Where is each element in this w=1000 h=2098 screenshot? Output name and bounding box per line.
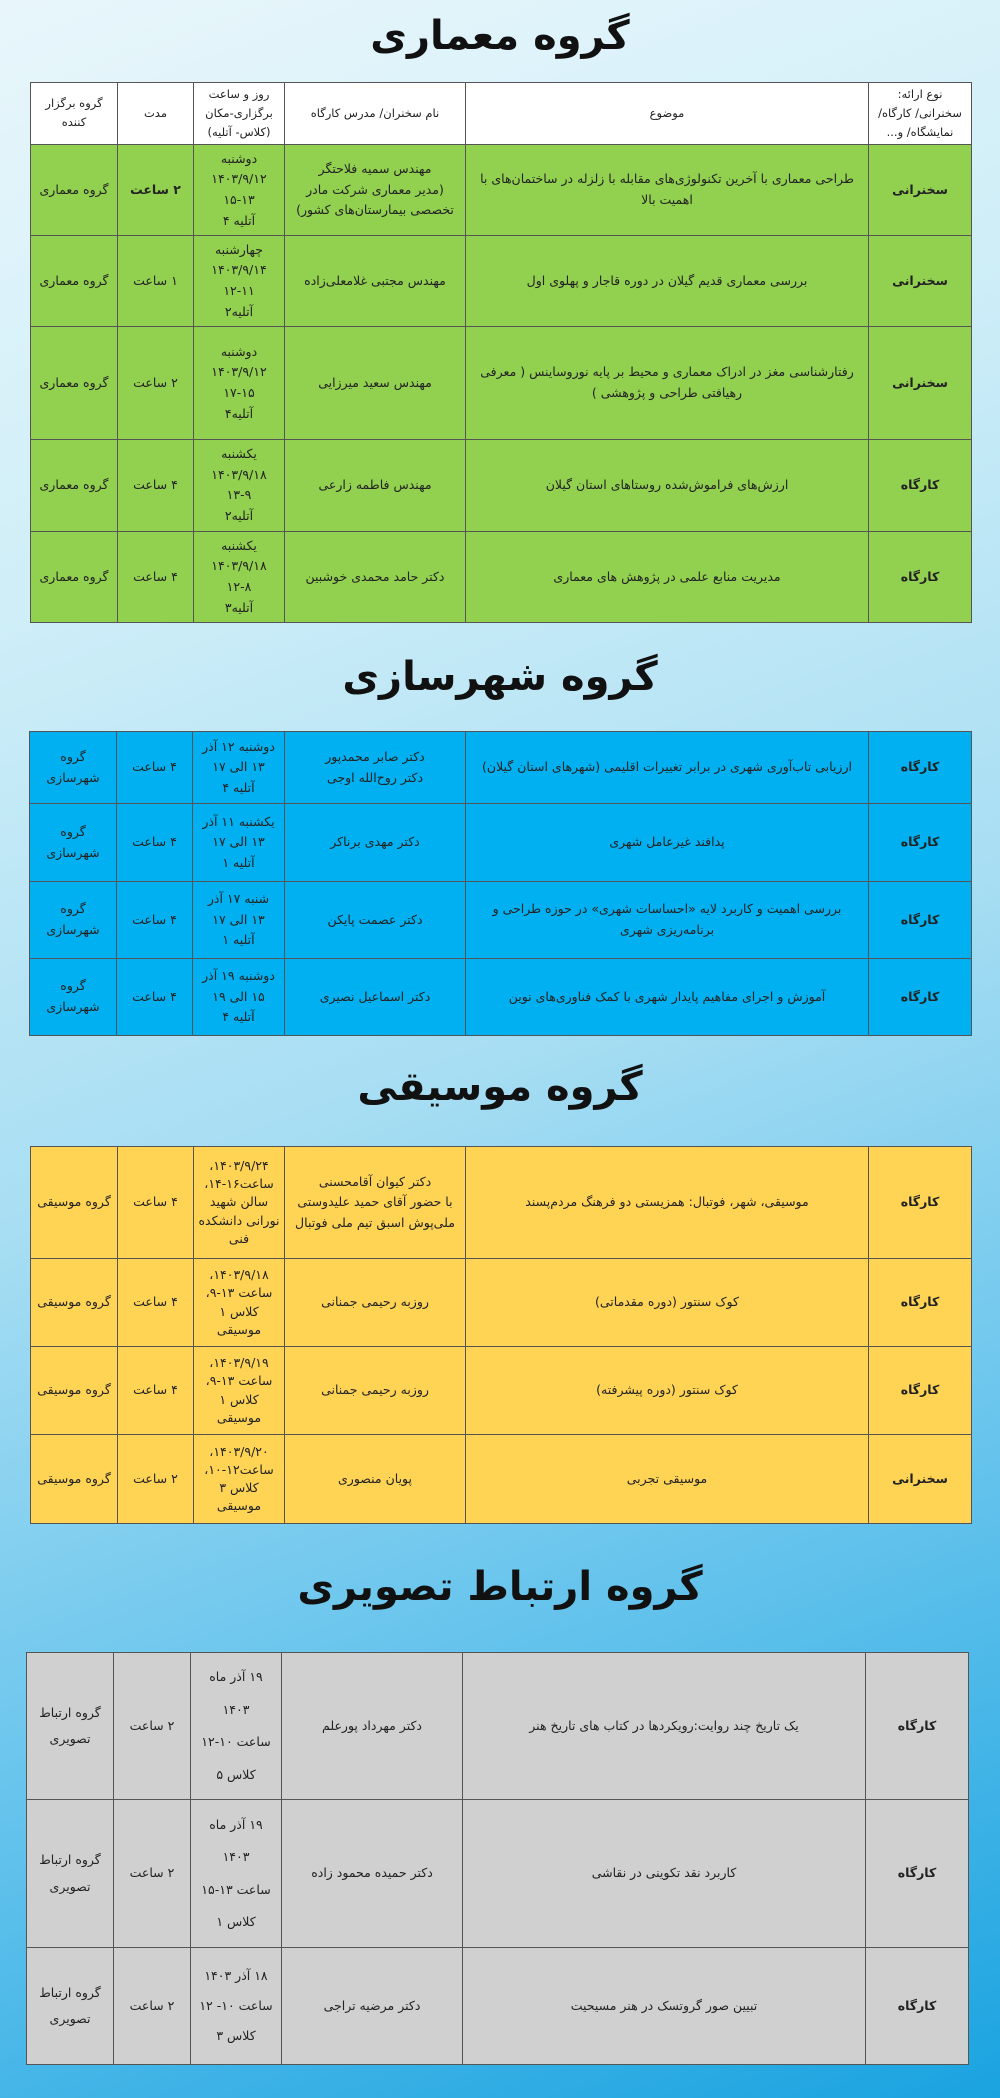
cell-duration: ۲ ساعت bbox=[114, 1948, 191, 2065]
cell-type: کارگاه bbox=[866, 1948, 969, 2065]
cell-speaker: دکتر مهدی برناکر bbox=[285, 804, 466, 882]
cell-speaker: پویان منصوری bbox=[285, 1435, 466, 1524]
header-datetime: روز و ساعت برگزاری-مکان (کلاس- آتلیه) bbox=[194, 83, 285, 145]
table-row bbox=[31, 144, 972, 235]
cell-speaker: دکتر حمیده محمود زاده bbox=[282, 1800, 463, 1948]
table-row bbox=[31, 1347, 972, 1435]
cell-topic: کوک سنتور (دوره پیشرفته) bbox=[466, 1347, 869, 1435]
cell-topic: موسیقی، شهر، فوتبال: همزیستی دو فرهنگ مردم‌پسند bbox=[466, 1147, 869, 1259]
cell-duration: ۲ ساعت bbox=[114, 1653, 191, 1800]
cell-topic: موسیقی تجربی bbox=[466, 1435, 869, 1524]
cell-topic: رفتارشناسی مغز در ادراک معماری و محیط بر پایه نوروساینس ( معرفی رهیافتی طراحی و پژوهشی ) bbox=[466, 326, 869, 439]
cell-speaker: دکتر حامد محمدی خوشبین bbox=[285, 531, 466, 622]
cell-organizer: گروه موسیقی bbox=[31, 1435, 118, 1524]
cell-topic: آموزش و اجرای مفاهیم پایدار شهری با کمک فناوری‌های نوین bbox=[466, 959, 869, 1036]
cell-datetime: ۱۹ آذر ماه ۱۴۰۳ ساعت ۱۳-۱۵ کلاس ۱ bbox=[191, 1800, 282, 1948]
cell-datetime: دوشنبه ۱۴۰۳/۹/۱۲ ۱۷-۱۵ آتلیه۴ bbox=[194, 326, 285, 439]
cell-duration: ۲ ساعت bbox=[118, 1435, 194, 1524]
header-organizer: گروه برگزار کننده bbox=[31, 83, 118, 145]
cell-duration: ۴ ساعت bbox=[118, 1147, 194, 1259]
cell-datetime: ۱۹ آذر ماه ۱۴۰۳ ساعت ۱۰-۱۲ کلاس ۵ bbox=[191, 1653, 282, 1800]
cell-type: کارگاه bbox=[866, 1800, 969, 1948]
cell-duration: ۲ ساعت bbox=[118, 144, 194, 235]
cell-datetime: یکشنبه ۱۴۰۳/۹/۱۸ ۱۲-۸ آتلیه۳ bbox=[194, 531, 285, 622]
cell-speaker: دکتر اسماعیل نصیری bbox=[285, 959, 466, 1036]
cell-duration: ۲ ساعت bbox=[118, 326, 194, 439]
cell-duration: ۴ ساعت bbox=[117, 732, 193, 804]
cell-organizer: گروه معماری bbox=[31, 439, 118, 531]
cell-type: کارگاه bbox=[869, 531, 972, 622]
cell-organizer: گروه شهرسازی bbox=[30, 804, 117, 882]
cell-duration: ۴ ساعت bbox=[118, 531, 194, 622]
cell-topic: پدافند غیرعامل شهری bbox=[466, 804, 869, 882]
cell-speaker: مهندس فاطمه زارعی bbox=[285, 439, 466, 531]
cell-datetime: دوشنبه ۱۴۰۳/۹/۱۲ ۱۵-۱۳ آتلیه ۴ bbox=[194, 144, 285, 235]
cell-speaker: مهندس سعید میرزایی bbox=[285, 326, 466, 439]
cell-datetime: یکشنبه ۱۴۰۳/۹/۱۸ ۱۳-۹ آتلیه۲ bbox=[194, 439, 285, 531]
header-speaker: نام سخنران/ مدرس کارگاه bbox=[285, 83, 466, 145]
cell-organizer: گروه شهرسازی bbox=[30, 732, 117, 804]
table-row bbox=[31, 1259, 972, 1347]
cell-topic: مدیریت منابع علمی در پژوهش های معماری bbox=[466, 531, 869, 622]
cell-organizer: گروه شهرسازی bbox=[30, 882, 117, 959]
cell-type: کارگاه bbox=[869, 1259, 972, 1347]
cell-organizer: گروه موسیقی bbox=[31, 1259, 118, 1347]
cell-type: کارگاه bbox=[869, 804, 972, 882]
cell-type: کارگاه bbox=[869, 1147, 972, 1259]
cell-type: سخنرانی bbox=[869, 326, 972, 439]
cell-datetime: ۱۴۰۳/۹/۲۰، ساعت۱۲-۱۰، کلاس ۳ موسیقی bbox=[194, 1435, 285, 1524]
cell-speaker: دکتر کیوان آقامحسنی با حضور آقای حمید علیدوستی ملی‌پوش اسبق تیم ملی فوتبال bbox=[285, 1147, 466, 1259]
music-table bbox=[30, 1146, 972, 1524]
table-row bbox=[30, 959, 972, 1036]
cell-organizer: گروه ارتباط تصویری bbox=[27, 1948, 114, 2065]
table-row bbox=[31, 439, 972, 531]
table-row bbox=[27, 1800, 969, 1948]
cell-speaker: دکتر مهرداد پورعلم bbox=[282, 1653, 463, 1800]
cell-organizer: گروه معماری bbox=[31, 531, 118, 622]
header-type: نوع ارائه: سخنرانی/ کارگاه/ نمایشگاه/ و... bbox=[869, 83, 972, 145]
table-row bbox=[31, 531, 972, 622]
cell-organizer: گروه معماری bbox=[31, 326, 118, 439]
table-row bbox=[31, 1435, 972, 1524]
cell-type: کارگاه bbox=[869, 439, 972, 531]
cell-organizer: گروه معماری bbox=[31, 235, 118, 326]
cell-topic: ارزیابی تاب‌آوری شهری در برابر تغییرات اقلیمی (شهرهای استان گیلان) bbox=[466, 732, 869, 804]
urban-title: گروه شهرسازی bbox=[342, 654, 658, 700]
cell-topic: بررسی اهمیت و کاربرد لایه «احساسات شهری» در حوزه طراحی و برنامه‌ریزی شهری bbox=[466, 882, 869, 959]
cell-datetime: ۱۸ آذر ۱۴۰۳ ساعت ۱۰- ۱۲ کلاس ۳ bbox=[191, 1948, 282, 2065]
cell-speaker: روزبه رحیمی جمنانی bbox=[285, 1259, 466, 1347]
cell-type: سخنرانی bbox=[869, 144, 972, 235]
table-row bbox=[30, 804, 972, 882]
cell-type: سخنرانی bbox=[869, 235, 972, 326]
architecture-title: گروه معماری bbox=[370, 13, 630, 59]
urban-table bbox=[29, 731, 972, 1036]
cell-topic: تبیین صور گروتسک در هنر مسیحیت bbox=[463, 1948, 866, 2065]
table-row bbox=[27, 1948, 969, 2065]
cell-datetime: یکشنبه ۱۱ آذر ۱۳ الی ۱۷ آتلیه ۱ bbox=[193, 804, 285, 882]
visual-table bbox=[26, 1652, 969, 2065]
cell-speaker: دکتر صابر محمدپور دکتر روح‌الله اوجی bbox=[285, 732, 466, 804]
cell-type: کارگاه bbox=[869, 959, 972, 1036]
cell-duration: ۴ ساعت bbox=[117, 882, 193, 959]
table-header-row bbox=[31, 83, 972, 145]
cell-duration: ۴ ساعت bbox=[117, 804, 193, 882]
table-row bbox=[31, 235, 972, 326]
cell-speaker: دکتر عصمت پایکن bbox=[285, 882, 466, 959]
cell-duration: ۱ ساعت bbox=[118, 235, 194, 326]
table-row bbox=[30, 732, 972, 804]
cell-organizer: گروه ارتباط تصویری bbox=[27, 1800, 114, 1948]
cell-duration: ۴ ساعت bbox=[117, 959, 193, 1036]
cell-datetime: ۱۴۰۳/۹/۱۸، ساعت ۱۳-۹، کلاس ۱ موسیقی bbox=[194, 1259, 285, 1347]
cell-topic: ارزش‌های فراموش‌شده روستاهای استان گیلان bbox=[466, 439, 869, 531]
visual-title: گروه ارتباط تصویری bbox=[297, 1564, 703, 1610]
cell-organizer: گروه موسیقی bbox=[31, 1347, 118, 1435]
cell-topic: کاربرد نقد تکوینی در نقاشی bbox=[463, 1800, 866, 1948]
cell-datetime: چهارشنبه ۱۴۰۳/۹/۱۴ ۱۲-۱۱ آتلیه۲ bbox=[194, 235, 285, 326]
cell-type: کارگاه bbox=[866, 1653, 969, 1800]
music-title: گروه موسیقی bbox=[357, 1064, 643, 1110]
architecture-table bbox=[30, 82, 972, 623]
cell-type: کارگاه bbox=[869, 732, 972, 804]
cell-topic: کوک سنتور (دوره مقدماتی) bbox=[466, 1259, 869, 1347]
header-topic: موضوع bbox=[466, 83, 869, 145]
cell-speaker: دکتر مرضیه تراجی bbox=[282, 1948, 463, 2065]
cell-speaker: مهندس مجتبی غلامعلی‌زاده bbox=[285, 235, 466, 326]
cell-datetime: ۱۴۰۳/۹/۲۴، ساعت۱۶-۱۴، سالن شهید نورانی دانشکده فنی bbox=[194, 1147, 285, 1259]
cell-datetime: ۱۴۰۳/۹/۱۹، ساعت ۱۳-۹، کلاس ۱ موسیقی bbox=[194, 1347, 285, 1435]
cell-speaker: روزبه رحیمی جمنانی bbox=[285, 1347, 466, 1435]
cell-duration: ۴ ساعت bbox=[118, 1259, 194, 1347]
cell-organizer: گروه ارتباط تصویری bbox=[27, 1653, 114, 1800]
table-row bbox=[27, 1653, 969, 1800]
cell-duration: ۴ ساعت bbox=[118, 1347, 194, 1435]
cell-type: سخنرانی bbox=[869, 1435, 972, 1524]
header-duration: مدت bbox=[118, 83, 194, 145]
cell-duration: ۴ ساعت bbox=[118, 439, 194, 531]
cell-organizer: گروه معماری bbox=[31, 144, 118, 235]
table-row bbox=[31, 326, 972, 439]
cell-type: کارگاه bbox=[869, 1347, 972, 1435]
cell-datetime: دوشنبه ۱۹ آذر ۱۵ الی ۱۹ آتلیه ۴ bbox=[193, 959, 285, 1036]
cell-topic: یک تاریخ چند روایت:رویکردها در کتاب های تاریخ هنر bbox=[463, 1653, 866, 1800]
cell-topic: بررسی معماری قدیم گیلان در دوره قاجار و پهلوی اول bbox=[466, 235, 869, 326]
cell-organizer: گروه موسیقی bbox=[31, 1147, 118, 1259]
cell-datetime: شنبه ۱۷ آذر ۱۳ الی ۱۷ آتلیه ۱ bbox=[193, 882, 285, 959]
cell-topic: طراحی معماری با آخرین تکنولوژی‌های مقابله با زلزله در ساختمان‌های با اهمیت بالا bbox=[466, 144, 869, 235]
cell-type: کارگاه bbox=[869, 882, 972, 959]
cell-organizer: گروه شهرسازی bbox=[30, 959, 117, 1036]
cell-speaker: مهندس سمیه فلاحتگر (مدیر معماری شرکت مادر تخصصی بیمارستان‌های کشور) bbox=[285, 144, 466, 235]
table-row bbox=[30, 882, 972, 959]
cell-datetime: دوشنبه ۱۲ آذر ۱۳ الی ۱۷ آتلیه ۴ bbox=[193, 732, 285, 804]
table-row bbox=[31, 1147, 972, 1259]
cell-duration: ۲ ساعت bbox=[114, 1800, 191, 1948]
